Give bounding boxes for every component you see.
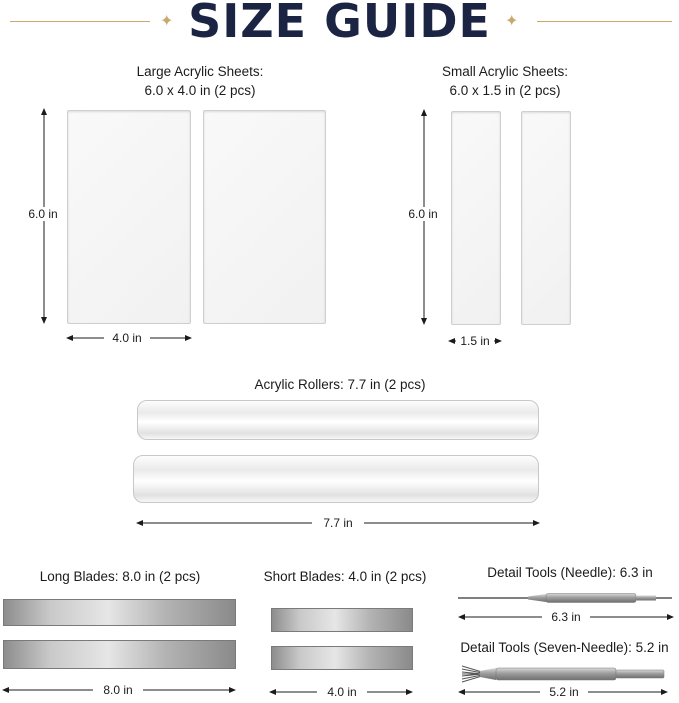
needle-tool-caption: Detail Tools (Needle): 6.3 in bbox=[487, 565, 653, 580]
short-blade-1 bbox=[271, 608, 413, 632]
seven-needle-tool-length-label: 5.2 in bbox=[540, 685, 588, 699]
long-blade-1 bbox=[3, 599, 236, 626]
small-acrylic-sheet-1 bbox=[451, 111, 501, 325]
acrylic-roller-2 bbox=[133, 455, 539, 503]
rollers-caption: Acrylic Rollers: 7.7 in (2 pcs) bbox=[254, 377, 426, 392]
sparkle-icon-left: ✦ bbox=[160, 13, 174, 30]
long-blade-2 bbox=[3, 640, 236, 669]
small-sheets-caption bbox=[395, 62, 615, 100]
large-sheet-width-label: 4.0 in bbox=[104, 331, 150, 345]
short-blades-caption: Short Blades: 4.0 in (2 pcs) bbox=[263, 569, 427, 584]
header-rule-left bbox=[10, 21, 150, 22]
large-sheets-caption-line2: 6.0 x 4.0 in (2 pcs) bbox=[144, 83, 256, 98]
sparkle-icon-right: ✦ bbox=[505, 13, 519, 30]
seven-needle-tool-image bbox=[460, 662, 666, 686]
needle-tool-image bbox=[458, 589, 674, 607]
small-acrylic-sheet-2 bbox=[521, 111, 571, 325]
short-blade-length-label: 4.0 in bbox=[317, 685, 367, 699]
header-rule-right bbox=[537, 21, 672, 22]
small-sheets-caption-line2: 6.0 x 1.5 in (2 pcs) bbox=[449, 83, 561, 98]
short-blade-2 bbox=[271, 646, 413, 670]
large-sheet-height-label: 6.0 in bbox=[20, 207, 66, 221]
large-acrylic-sheet-2 bbox=[203, 110, 326, 324]
small-sheet-width-label: 1.5 in bbox=[456, 334, 494, 348]
long-blade-length-label: 8.0 in bbox=[93, 683, 143, 697]
large-acrylic-sheet-1 bbox=[67, 110, 191, 324]
small-sheets-caption-line1: Small Acrylic Sheets: bbox=[441, 64, 569, 79]
large-sheets-caption bbox=[80, 62, 320, 100]
page-title: SIZE GUIDE bbox=[188, 0, 491, 48]
long-blades-caption: Long Blades: 8.0 in (2 pcs) bbox=[39, 569, 201, 584]
roller-length-label: 7.7 in bbox=[312, 516, 364, 530]
needle-tool-length-label: 6.3 in bbox=[542, 610, 590, 624]
seven-needle-tool-caption: Detail Tools (Seven-Needle): 5.2 in bbox=[460, 640, 669, 655]
large-sheets-caption-line1: Large Acrylic Sheets: bbox=[136, 64, 264, 79]
acrylic-roller-1 bbox=[137, 400, 539, 440]
small-sheet-height-label: 6.0 in bbox=[400, 207, 446, 221]
